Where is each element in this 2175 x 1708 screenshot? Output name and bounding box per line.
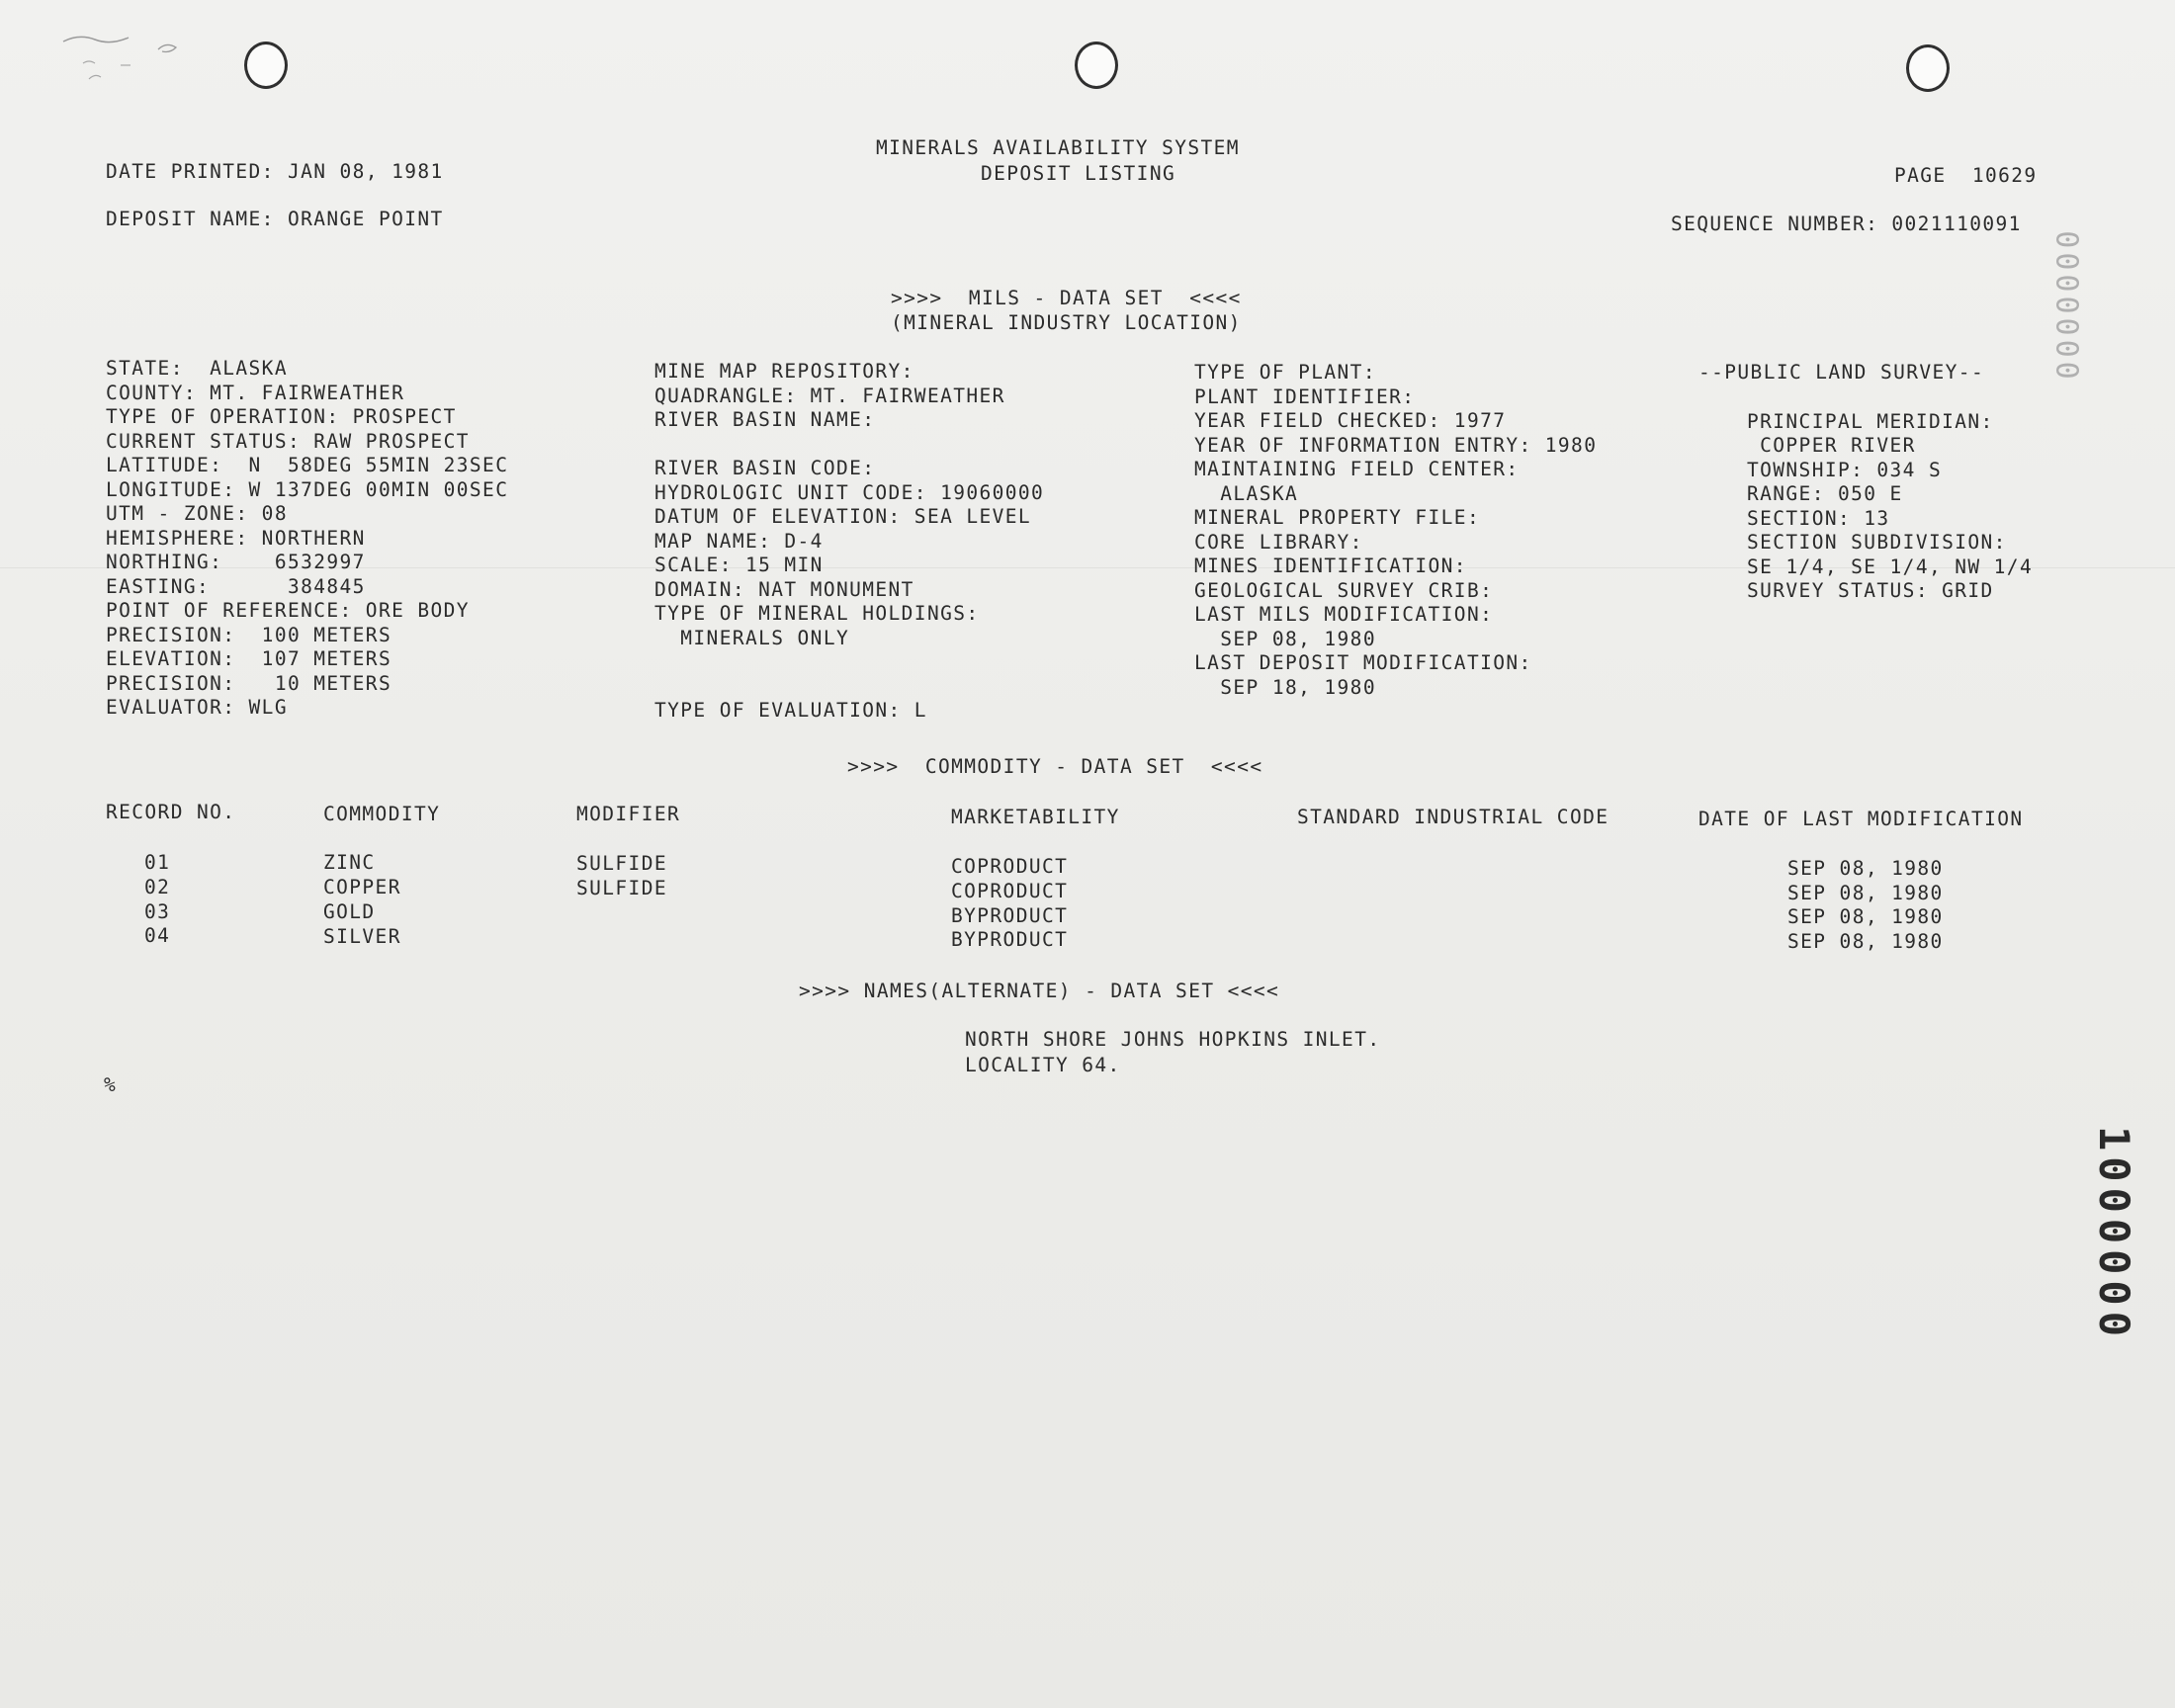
- field-township: TOWNSHIP: 034 S: [1747, 458, 1943, 481]
- cell-record: 04: [144, 924, 171, 947]
- cell-date: SEP 08, 1980: [1787, 882, 1944, 904]
- public-land-survey-column: [1747, 385, 2033, 604]
- field-precision-location: PRECISION: 100 METERS: [106, 623, 392, 646]
- field-elevation: ELEVATION: 107 METERS: [106, 647, 392, 670]
- field-type-of-evaluation: TYPE OF EVALUATION: L: [654, 699, 927, 722]
- field-section: SECTION: 13: [1747, 506, 1890, 530]
- frame-number-stamp: 1000000: [2089, 1125, 2138, 1342]
- cell-marketability: BYPRODUCT: [951, 904, 1069, 927]
- field-last-mils-modification: LAST MILS MODIFICATION:: [1194, 603, 1494, 626]
- field-quadrangle: QUADRANGLE: MT. FAIRWEATHER: [654, 384, 1005, 407]
- cell-record: 02: [144, 876, 171, 898]
- field-last-deposit-modification-value: SEP 18, 1980: [1194, 675, 1376, 699]
- cell-record: 03: [144, 900, 171, 923]
- cell-marketability: COPRODUCT: [951, 880, 1069, 902]
- field-easting: EASTING: 384845: [106, 574, 366, 598]
- field-year-field-checked: YEAR FIELD CHECKED: 1977: [1194, 409, 1507, 432]
- col-header-commodity: COMMODITY: [323, 803, 441, 825]
- field-mineral-property-file: MINERAL PROPERTY FILE:: [1194, 506, 1481, 529]
- field-principal-meridian-value: COPPER RIVER: [1747, 434, 1916, 457]
- field-state: STATE: ALASKA: [106, 357, 288, 380]
- public-land-survey-heading: --PUBLIC LAND SURVEY--: [1698, 361, 1985, 384]
- field-evaluator: EVALUATOR: WLG: [106, 696, 288, 719]
- field-mineral-holdings: TYPE OF MINERAL HOLDINGS:: [654, 602, 980, 625]
- field-survey-status: SURVEY STATUS: GRID: [1747, 579, 1994, 602]
- blank-line: [654, 675, 1044, 700]
- field-utm-zone: UTM - ZONE: 08: [106, 502, 288, 525]
- field-principal-meridian: PRINCIPAL MERIDIAN:: [1747, 409, 1994, 433]
- handwritten-scribble: [59, 24, 198, 93]
- alternate-name-line-1: NORTH SHORE JOHNS HOPKINS INLET.: [965, 1028, 1381, 1051]
- cell-modifier: SULFIDE: [576, 877, 667, 899]
- field-type-of-plant: TYPE OF PLANT:: [1194, 361, 1376, 384]
- commodity-heading: >>>> COMMODITY - DATA SET <<<<: [847, 755, 1263, 778]
- field-map-name: MAP NAME: D-4: [654, 529, 824, 553]
- sequence-number: SEQUENCE NUMBER: 0021110091: [1671, 213, 2022, 235]
- col-header-modifier: MODIFIER: [576, 803, 681, 825]
- cell-commodity: ZINC: [323, 851, 376, 874]
- field-river-basin-code: RIVER BASIN CODE:: [654, 457, 876, 479]
- punch-hole-center: [1075, 42, 1118, 89]
- cell-date: SEP 08, 1980: [1787, 905, 1944, 928]
- field-point-of-reference: POINT OF REFERENCE: ORE BODY: [106, 599, 470, 622]
- field-last-deposit-modification: LAST DEPOSIT MODIFICATION:: [1194, 651, 1532, 674]
- field-mineral-holdings-value: MINERALS ONLY: [654, 626, 850, 649]
- blank-line: [1747, 385, 2033, 410]
- field-operation-type: TYPE OF OPERATION: PROSPECT: [106, 405, 457, 428]
- date-printed: DATE PRINTED: JAN 08, 1981: [106, 160, 444, 183]
- field-domain: DOMAIN: NAT MONUMENT: [654, 577, 914, 601]
- field-current-status: CURRENT STATUS: RAW PROSPECT: [106, 429, 470, 453]
- field-section-subdivision: SECTION SUBDIVISION:: [1747, 531, 2007, 554]
- cell-date: SEP 08, 1980: [1787, 930, 1944, 953]
- field-datum-of-elevation: DATUM OF ELEVATION: SEA LEVEL: [654, 505, 1032, 528]
- field-last-mils-modification-value: SEP 08, 1980: [1194, 627, 1376, 650]
- col-header-sic: STANDARD INDUSTRIAL CODE: [1297, 806, 1610, 828]
- punch-hole-left: [244, 42, 288, 89]
- punch-hole-right: [1906, 44, 1950, 92]
- cell-commodity: GOLD: [323, 900, 376, 923]
- field-maintaining-field-center-value: ALASKA: [1194, 481, 1299, 505]
- footer-mark: %: [104, 1073, 118, 1096]
- col-header-date: DATE OF LAST MODIFICATION: [1698, 808, 2024, 830]
- field-hemisphere: HEMISPHERE: NORTHERN: [106, 526, 366, 550]
- mils-heading: >>>> MILS - DATA SET <<<<: [891, 287, 1242, 309]
- cell-modifier: SULFIDE: [576, 852, 667, 875]
- cell-marketability: COPRODUCT: [951, 855, 1069, 878]
- cell-date: SEP 08, 1980: [1787, 857, 1944, 880]
- col-header-marketability: MARKETABILITY: [951, 806, 1120, 828]
- col-header-record: RECORD NO.: [106, 801, 236, 823]
- field-scale: SCALE: 15 MIN: [654, 554, 824, 576]
- field-maintaining-field-center: MAINTAINING FIELD CENTER:: [1194, 458, 1520, 480]
- field-northing: NORTHING: 6532997: [106, 551, 366, 573]
- field-section-subdivision-value: SE 1/4, SE 1/4, NW 1/4: [1747, 555, 2034, 578]
- field-plant-identifier: PLANT IDENTIFIER:: [1194, 384, 1416, 408]
- cell-marketability: BYPRODUCT: [951, 928, 1069, 951]
- field-mines-identification: MINES IDENTIFICATION:: [1194, 555, 1467, 577]
- blank-line: [654, 433, 1044, 458]
- listing-title: DEPOSIT LISTING: [981, 162, 1176, 185]
- field-geological-survey-crib: GEOLOGICAL SURVEY CRIB:: [1194, 578, 1494, 602]
- blank-line: [654, 650, 1044, 675]
- field-precision-elevation: PRECISION: 10 METERS: [106, 671, 392, 695]
- frame-number-stamp-faint: 0000000: [2048, 229, 2084, 384]
- mils-location-column: [106, 357, 508, 721]
- system-title: MINERALS AVAILABILITY SYSTEM: [876, 136, 1240, 159]
- field-county: COUNTY: MT. FAIRWEATHER: [106, 381, 405, 404]
- field-river-basin-name: RIVER BASIN NAME:: [654, 408, 876, 431]
- field-latitude: LATITUDE: N 58DEG 55MIN 23SEC: [106, 454, 509, 476]
- cell-commodity: SILVER: [323, 925, 401, 948]
- field-core-library: CORE LIBRARY:: [1194, 530, 1363, 554]
- field-hydrologic-unit-code: HYDROLOGIC UNIT CODE: 19060000: [654, 480, 1045, 504]
- field-year-info-entry: YEAR OF INFORMATION ENTRY: 1980: [1194, 433, 1598, 457]
- page-number: PAGE 10629: [1894, 164, 2038, 187]
- alternate-name-line-2: LOCALITY 64.: [965, 1054, 1121, 1076]
- field-longitude: LONGITUDE: W 137DEG 00MIN 00SEC: [106, 477, 509, 501]
- field-range: RANGE: 050 E: [1747, 482, 1903, 505]
- mils-plant-column: [1194, 361, 1597, 700]
- field-mine-map-repository: MINE MAP REPOSITORY:: [654, 360, 914, 383]
- mils-map-column: [654, 360, 1044, 724]
- deposit-name: DEPOSIT NAME: ORANGE POINT: [106, 208, 444, 230]
- cell-record: 01: [144, 851, 171, 874]
- names-heading: >>>> NAMES(ALTERNATE) - DATA SET <<<<: [799, 980, 1280, 1002]
- mils-subheading: (MINERAL INDUSTRY LOCATION): [891, 311, 1242, 334]
- cell-commodity: COPPER: [323, 876, 401, 898]
